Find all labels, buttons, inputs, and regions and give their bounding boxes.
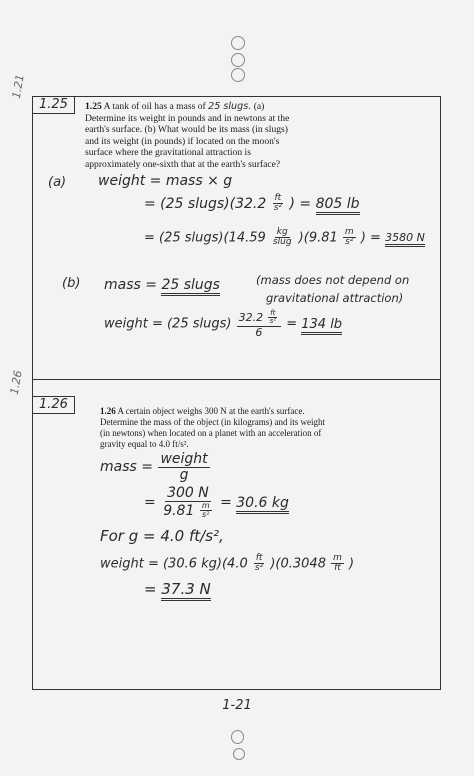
binder-hole-bottom-1 — [231, 730, 244, 744]
result-weight-planet: 37.3 N — [161, 580, 210, 601]
for-g-statement: For g = 4.0 ft/s², — [100, 527, 224, 545]
m-per-ft: $\frac{m}{ft}$ — [333, 553, 342, 574]
problem-statement-126 — [100, 406, 328, 450]
gravity-over-six: 32.2 $\frac{ft}{\text{s²}}$ 6 — [237, 310, 281, 338]
equation-weight-n — [144, 228, 425, 248]
binder-hole-top-2 — [231, 53, 245, 67]
statement-part-2: (a) Determine its weight in pounds and in newtons at the earth's surface. (b) What would be its mass (in slugs) and its weight (in pounds) if located on the moon's surface where the gravitational attraction is approximately one-sixth that at the earth's surface? — [85, 101, 290, 170]
w-pre: weight = (30.6 kg)(4.0 — [100, 556, 248, 572]
problem-label-125: 1.25 — [32, 96, 75, 114]
weight-definition: weight = mass × g — [98, 173, 233, 189]
ft-per-s2: $\frac{ft}{\text{s²}}$ — [273, 193, 282, 214]
eq-post: ) = — [360, 230, 381, 246]
mass-equation-b — [104, 277, 220, 293]
mass-note-line-2: gravitational attraction) — [266, 291, 404, 305]
equation-weight-lb — [144, 194, 360, 214]
problem-label-126: 1.26 — [32, 396, 75, 414]
eq-mid: )(9.81 — [298, 230, 338, 246]
binder-hole-top-1 — [231, 36, 245, 50]
w-mid: )(0.3048 — [270, 556, 326, 572]
result-weight-n: 3580 N — [385, 231, 425, 247]
margin-note-middle: 1.26 — [7, 369, 25, 396]
mass-note-line-1: (mass does not depend on — [256, 273, 410, 287]
ft-per-s2: $\frac{ft}{\text{s²}}$ — [254, 553, 264, 574]
weight-post: = — [286, 316, 298, 332]
statement-mass-value: 25 slugs. — [208, 101, 252, 112]
problem-statement-125 — [85, 101, 297, 171]
problem-number: 1.25 — [85, 101, 102, 112]
eq-sign: = — [144, 494, 156, 511]
weight-result-line — [144, 580, 211, 598]
mass-value-b: 25 slugs — [161, 277, 220, 296]
part-b-label: (b) — [62, 276, 81, 291]
page-number: 1-21 — [222, 698, 252, 713]
w-post: ) — [349, 556, 355, 572]
mass-definition — [100, 452, 211, 482]
mass-pre: mass = — [100, 459, 153, 476]
weight-pre: weight = (25 slugs) — [104, 316, 232, 332]
statement-text: A certain object weighs 300 N at the earth's surface. Determine the mass of the object (in kilograms) and its weight (in newtons) when located on a planet with an acceleration of gravity equal to 4.0 ft/s². — [100, 406, 325, 449]
weight-over-g: $\frac{\text{weight}}{g}$ — [160, 451, 208, 483]
n300-over-g: 300 N 9.81 $\frac{m}{\text{s²}}$ — [163, 485, 210, 520]
eq-sign-2: = — [220, 494, 232, 511]
eq-sign: = — [144, 580, 157, 598]
margin-note-top: 1.21 — [9, 73, 27, 100]
binder-hole-top-3 — [231, 68, 245, 82]
problem-divider — [32, 379, 440, 380]
statement-part-1: A tank of oil has a mass of — [103, 101, 206, 112]
weight-equation-b — [104, 310, 342, 338]
result-weight-lb: 805 lb — [316, 196, 360, 215]
eq-pre: = (25 slugs)(14.59 — [144, 230, 266, 246]
weight-calculation — [100, 554, 354, 574]
solution-frame — [32, 96, 441, 690]
eq-pre: = (25 slugs)(32.2 — [144, 195, 267, 212]
m-per-s2: $\frac{m}{\text{s²}}$ — [344, 227, 354, 248]
mass-pre: mass = — [104, 277, 157, 293]
problem-number: 1.26 — [100, 406, 116, 416]
eq-post: ) = — [289, 195, 312, 212]
result-mass: 30.6 kg — [236, 495, 289, 514]
binder-hole-bottom-2 — [233, 748, 245, 760]
mass-calculation — [144, 486, 289, 519]
kg-per-slug: $\frac{kg}{\text{slug}}$ — [272, 227, 292, 248]
result-weight-moon: 134 lb — [301, 317, 342, 335]
part-a-label: (a) — [48, 175, 67, 190]
